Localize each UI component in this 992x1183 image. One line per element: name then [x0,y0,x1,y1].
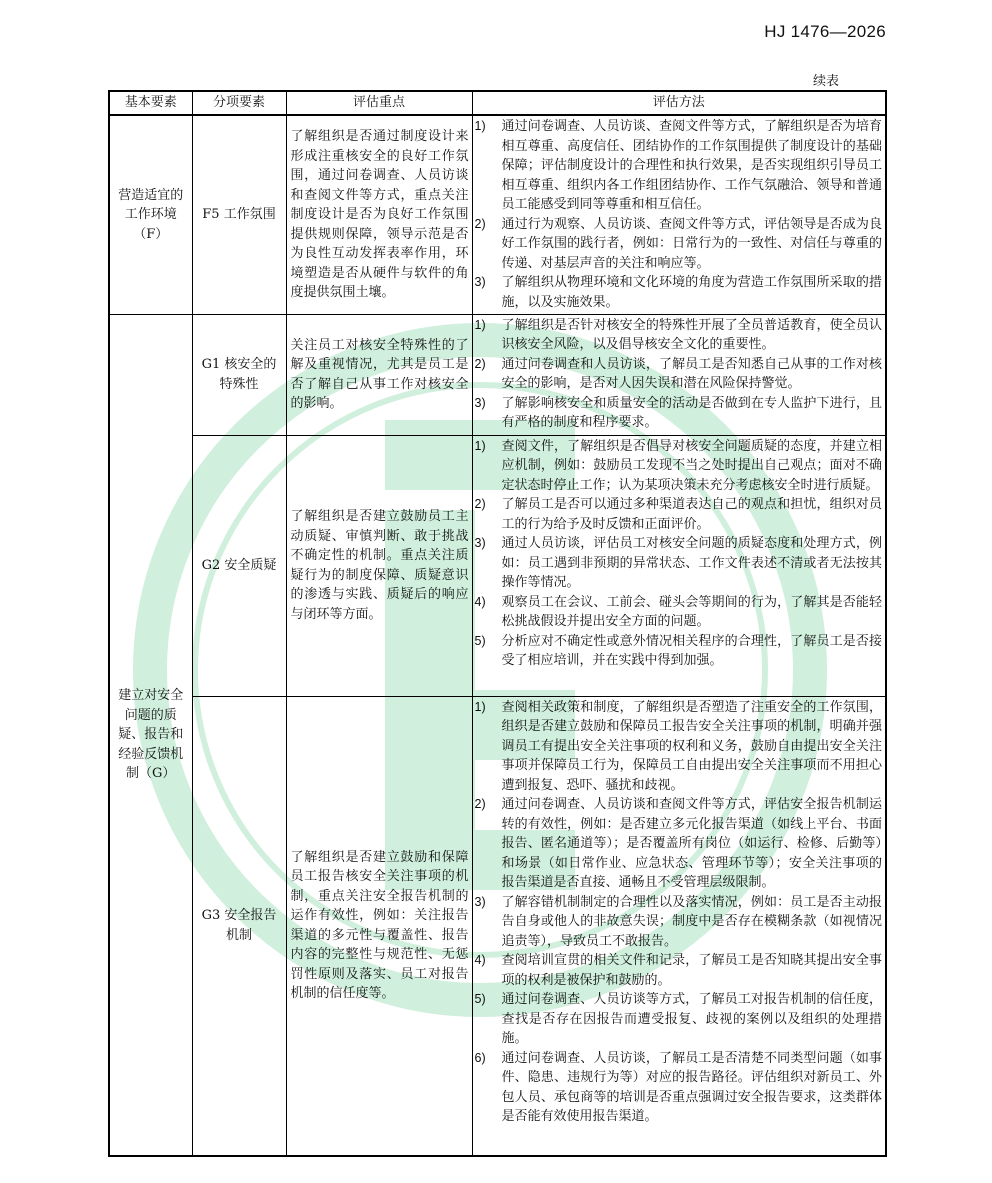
method-item [475,534,883,593]
method-text: 查阅培训宣贯的相关文件和记录，了解员工是否知晓其提出安全事项的权利是被保护和鼓励的。 [501,953,882,988]
method-text: 查阅相关政策和制度，了解组织是否塑造了注重安全的工作氛围，组织是否建立鼓励和保障员工报告安全关注事项的机制，明确并强调员工有提出安全关注事项的权利和义务，鼓励自由提出安全关注事项并保障员工行为，保障员工自由提出安全关注事项而不用担心遭到报复、恐吓、骚扰和歧视。 [501,699,882,793]
method-number: 1) [474,119,486,133]
method-text: 通过问卷调查、人员访谈，了解员工是否清楚不同类型问题（如事件、隐患、违规行为等）对应的报告路径。评估组织对新员工、外包人员、承包商等的培训是否重点强调过安全报告要求，这类群体是否能有效使用报告渠道。 [501,1050,882,1124]
focus-cell: 关注员工对核安全特殊性的了解及重视情况，尤其是员工是否了解自己从事工作对核安全的影响。 [286,314,472,435]
method-number: 1) [474,317,486,332]
method-number: 5) [474,992,486,1006]
methods-cell [472,314,886,435]
sub-element-cell: G2 安全质疑 [192,435,286,696]
method-number: 3) [474,275,486,289]
method-item [475,394,883,433]
methods-cell [472,115,886,314]
assessment-table [108,90,887,1157]
method-item [475,1049,883,1127]
method-item [475,273,883,312]
method-item [475,316,883,355]
sub-element-cell: G1 核安全的特殊性 [192,314,286,435]
method-text: 了解组织从物理环境和文化环境的角度为营造工作氛围所采取的措施，以及实施效果。 [501,275,882,310]
method-number: 2) [474,797,486,811]
document-number: HJ 1476—2026 [764,22,886,41]
method-number: 3) [474,395,486,410]
method-item [475,990,883,1049]
method-number: 3) [474,536,486,550]
method-text: 分析应对不确定性或意外情况相关程序的合理性，了解员工是否接受了相应培训，并在实践中得到加强。 [501,633,882,668]
method-item [475,593,883,632]
method-number: 2) [474,216,486,231]
method-number: 6) [474,1050,486,1065]
method-item [475,698,883,796]
method-number: 4) [474,953,486,967]
table-header-row [109,91,886,115]
column-header: 分项要素 [192,91,286,115]
method-text: 观察员工在会议、工前会、碰头会等期间的行为，了解其是否能轻松挑战假设并提出安全方面的问题。 [501,594,882,629]
focus-cell: 了解组织是否建立鼓励员工主动质疑、审慎判断、敢于挑战不确定性的机制。重点关注质疑行为的制度保障、质疑意识的渗透与实践、质疑后的响应与闭环等方面。 [286,435,472,696]
methods-cell [472,435,886,696]
method-text: 通过行为观察、人员访谈、查阅文件等方式，评估领导是否成为良好工作氛围的践行者，例如：日常行为的一致性、对信任与尊重的传递、对基层声音的关注和响应等。 [501,216,882,271]
focus-cell: 了解组织是否建立鼓励和保障员工报告核安全关注事项的机制，重点关注安全报告机制的运作有效性，例如：关注报告渠道的多元性与覆盖性、报告内容的完整性与规范性、无惩罚性原则及落实、员工对报告机制的信任度等。 [286,696,472,1156]
method-item [475,951,883,990]
method-text: 通过问卷调查和人员访谈，了解员工是否知悉自己从事的工作对核安全的影响，是否对人因失误和潜在风险保持警觉。 [501,356,882,391]
method-item [475,893,883,952]
column-header: 评估重点 [286,91,472,115]
method-item [475,632,883,671]
method-item [475,117,883,215]
method-number: 1) [474,438,486,453]
method-item [475,215,883,274]
sub-element-cell: F5 工作氛围 [192,115,286,314]
table-row [109,435,886,696]
column-header: 评估方法 [472,91,886,115]
method-text: 查阅文件，了解组织是否倡导对核安全问题质疑的态度，并建立相应机制，例如：鼓励员工发现不当之处时提出自己观点；面对不确定状态时停止工作；认为某项决策未充分考虑核安全时进行质疑。 [501,438,882,493]
focus-cell: 了解组织是否通过制度设计来形成注重核安全的良好工作氛围，通过问卷调查、人员访谈和查阅文件等方式，重点关注制度设计是否为良好工作氛围提供规则保障，领导示范是否为良性互动发挥表率作用，环境塑造是否从硬件与软件的角度提供氛围土壤。 [286,115,472,314]
method-item [475,437,883,496]
basic-element-cell: 营造适宜的工作环境（F） [109,115,192,314]
method-text: 了解影响核安全和质量安全的活动是否做到在专人监护下进行，且有严格的制度和程序要求。 [501,395,882,430]
method-number: 2) [474,356,486,371]
basic-element-cell: 建立对安全问题的质疑、报告和经验反馈机制（G） [109,314,192,1156]
method-item [475,355,883,394]
method-text: 通过问卷调查、人员访谈等方式，了解员工对报告机制的信任度，查找是否存在因报告而遭受报复、歧视的案例以及组织的处理措施。 [501,992,882,1046]
method-text: 通过人员访谈，评估员工对核安全问题的质疑态度和处理方式，例如：员工遇到非预期的异常状态、工作文件表述不清或者无法按其操作等情况。 [501,536,882,590]
method-text: 了解容错机制制定的合理性以及落实情况，例如：员工是否主动报告自身或他人的非故意失误；制度中是否存在模糊条款（如视情况追责等），导致员工不敢报告。 [501,894,882,949]
method-text: 了解员工是否可以通过多种渠道表达自己的观点和担忧，组织对员工的行为给予及时反馈和正面评价。 [501,497,882,532]
continued-label: 续表 [812,74,839,89]
method-text: 了解组织是否针对核安全的特殊性开展了全员普适教育，使全员认识核安全风险，以及倡导核安全文化的重要性。 [501,317,882,352]
table-row [109,314,886,435]
method-number: 1) [474,699,486,714]
column-header: 基本要素 [109,91,192,115]
method-item [475,495,883,534]
method-number: 4) [474,594,486,609]
method-number: 2) [474,497,486,511]
method-number: 5) [474,633,486,648]
method-item [475,795,883,893]
method-text: 通过问卷调查、人员访谈、查阅文件等方式，了解组织是否为培育相互尊重、高度信任、团结协作的工作氛围提供了制度设计的基础保障；评估制度设计的合理性和执行效果，是否实现组织引导员工相互尊重、组织内各工作组团结协作、工作气氛融洽、领导和普通员工能感受到同等尊重和相互信任。 [501,119,882,212]
methods-cell [472,696,886,1156]
method-text: 通过问卷调查、人员访谈和查阅文件等方式，评估安全报告机制运转的有效性，例如：是否建立多元化报告渠道（如线上平台、书面报告、匿名通道等）；是否覆盖所有岗位（如运行、检修、后勤等）和场景（如日常作业、应急状态、管理环节等）；安全关注事项的报告渠道是否直接、通畅且不受管理层级限制。 [501,797,882,890]
table-row [109,115,886,314]
method-number: 3) [474,894,486,909]
table-row [109,696,886,1156]
sub-element-cell: G3 安全报告机制 [192,696,286,1156]
